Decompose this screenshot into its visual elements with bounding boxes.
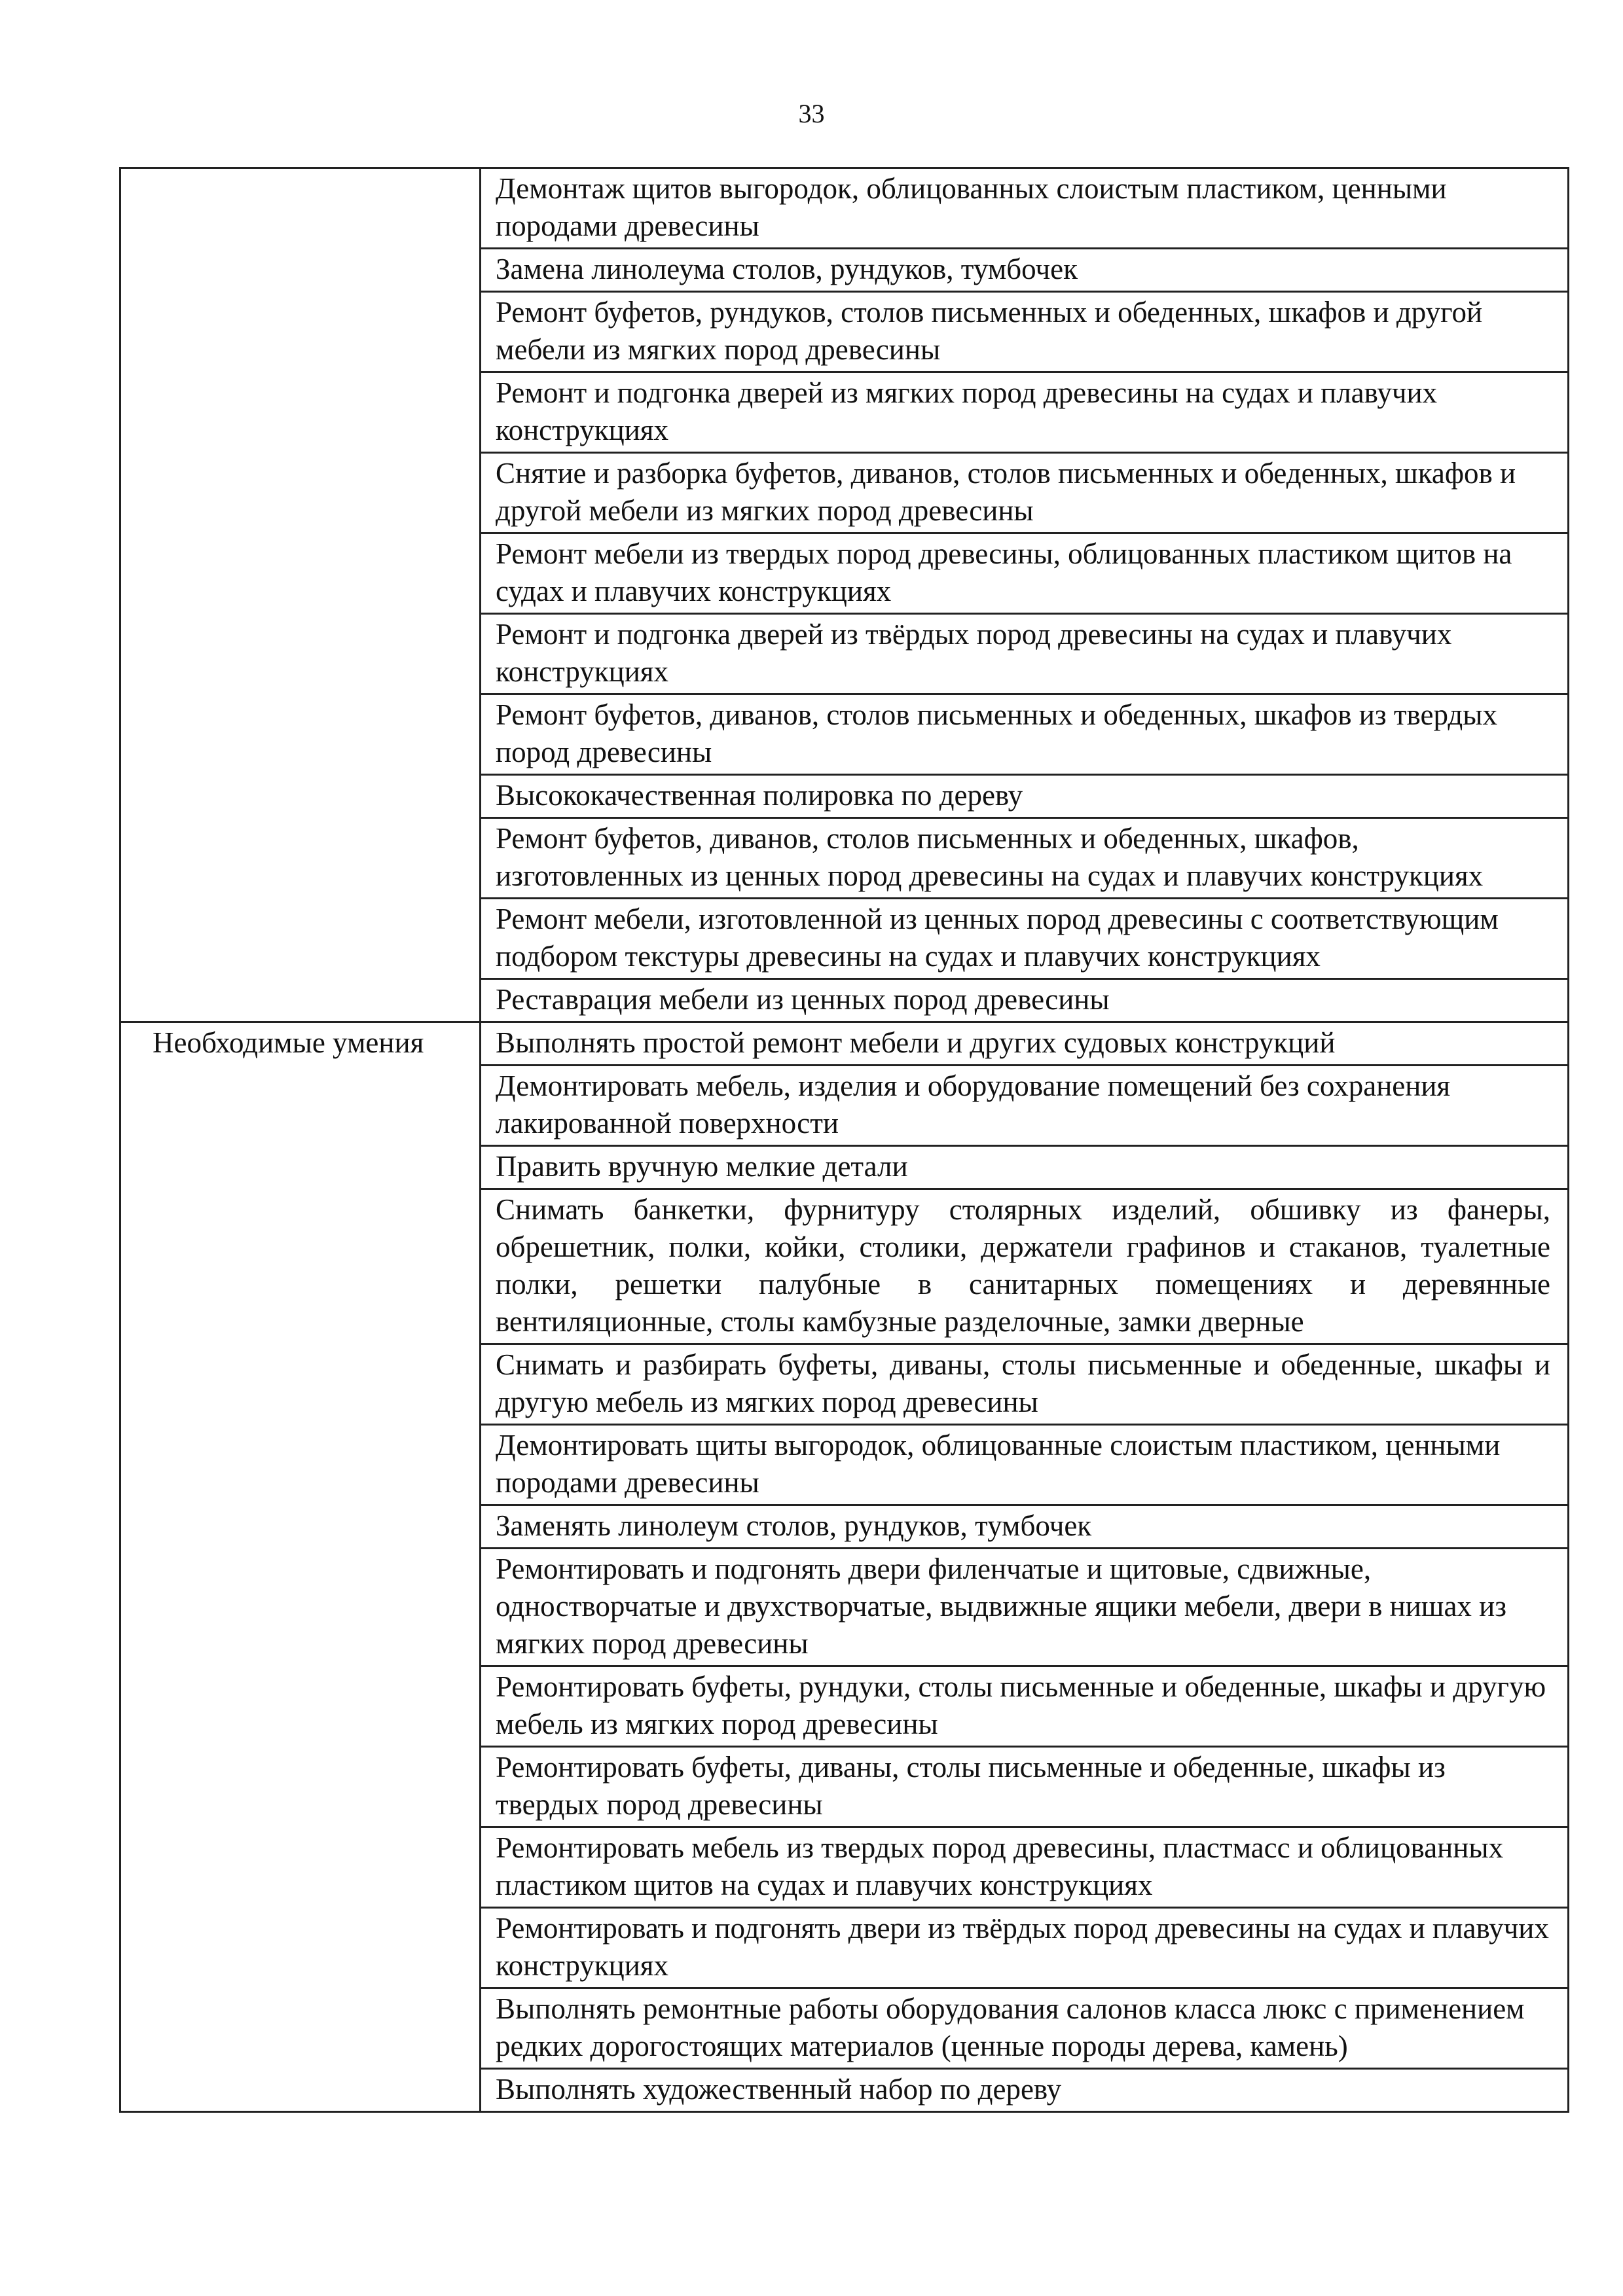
table-row: Снимать банкетки, фурнитуру столярных изделий, обшивку из фанеры, обрешетник, полки, койки, столики, держатели графинов и стаканов, туалетные полки, решетки палубные в санитарных помещениях и деревянные вентиляционные, столы камбузные разделочные, замки дверные [481, 1188, 1567, 1343]
table-row: Демонтировать щиты выгородок, облицованные слоистым пластиком, ценными породами древесины [481, 1424, 1567, 1504]
group-items [481, 169, 1567, 1021]
page-number: 33 [798, 99, 825, 128]
table-row: Демонтаж щитов выгородок, облицованных слоистым пластиком, ценными породами древесины [496, 172, 1447, 242]
table-row: Высококачественная полировка по дереву [481, 774, 1567, 817]
table-group-required-skills [121, 1021, 1567, 2111]
table-row: Выполнять ремонтные работы оборудования салонов класса люкс с применением редких дорогостоящих материалов (ценные породы дерева, камень) [481, 1987, 1567, 2068]
table-row: Выполнять простой ремонт мебели и других судовых конструкций [496, 1026, 1336, 1059]
table-row: Ремонтировать и подгонять двери филенчатые и щитовые, сдвижные, одностворчатые и двухстворчатые, выдвижные ящики мебели, двери в нишах из мягких пород древесины [481, 1547, 1567, 1665]
group-items [481, 1023, 1567, 2111]
table-row: Демонтировать мебель, изделия и оборудование помещений без сохранения лакированной поверхности [481, 1064, 1567, 1145]
table-row: Выполнять художественный набор по дереву [481, 2068, 1567, 2111]
group-label-required-skills: Необходимые умения [121, 1023, 481, 2111]
table-row: Ремонтировать буфеты, диваны, столы письменные и обеденные, шкафы из твердых пород древесины [481, 1746, 1567, 1826]
table-row: Ремонт буфетов, рундуков, столов письменных и обеденных, шкафов и другой мебели из мягких пород древесины [481, 291, 1567, 371]
requirements-table [119, 167, 1569, 2113]
table-row: Ремонт буфетов, диванов, столов письменных и обеденных, шкафов, изготовленных из ценных пород древесины на судах и плавучих конструкциях [481, 817, 1567, 897]
table-row: Заменять линолеум столов, рундуков, тумбочек [481, 1504, 1567, 1547]
table-row: Ремонт и подгонка дверей из мягких пород древесины на судах и плавучих конструкциях [481, 371, 1567, 452]
table-group-labor-actions [121, 169, 1567, 1021]
table-row: Снятие и разборка буфетов, диванов, столов письменных и обеденных, шкафов и другой мебели из мягких пород древесины [481, 452, 1567, 532]
table-row: Реставрация мебели из ценных пород древесины [481, 978, 1567, 1021]
table-row: Ремонт мебели из твердых пород древесины, облицованных пластиком щитов на судах и плавучих конструкциях [481, 532, 1567, 613]
table-row: Ремонтировать и подгонять двери из твёрдых пород древесины на судах и плавучих конструкциях [481, 1907, 1567, 1987]
group-label [121, 169, 481, 1021]
table-row: Замена линолеума столов, рундуков, тумбочек [481, 247, 1567, 291]
table-row: Ремонт и подгонка дверей из твёрдых пород древесины на судах и плавучих конструкциях [481, 613, 1567, 693]
table-row: Ремонт мебели, изготовленной из ценных пород древесины с соответствующим подбором текстуры древесины на судах и плавучих конструкциях [481, 897, 1567, 978]
table-row: Ремонт буфетов, диванов, столов письменных и обеденных, шкафов из твердых пород древесины [481, 693, 1567, 774]
table-row: Ремонтировать буфеты, рундуки, столы письменные и обеденные, шкафы и другую мебель из мягких пород древесины [481, 1665, 1567, 1746]
table-row: Ремонтировать мебель из твердых пород древесины, пластмасс и облицованных пластиком щитов на судах и плавучих конструкциях [481, 1826, 1567, 1907]
table-row: Снимать и разбирать буфеты, диваны, столы письменные и обеденные, шкафы и другую мебель из мягких пород древесины [481, 1343, 1567, 1424]
table-row: Править вручную мелкие детали [481, 1145, 1567, 1188]
